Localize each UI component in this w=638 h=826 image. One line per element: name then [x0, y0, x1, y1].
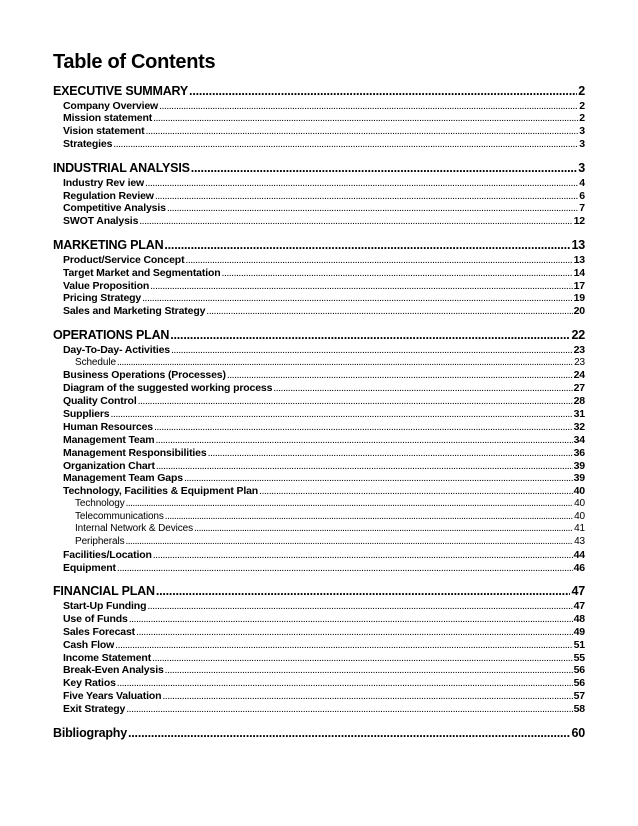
toc-leader-dots [156, 434, 573, 446]
toc-leader-dots [227, 369, 573, 381]
toc-leader-dots [194, 523, 573, 534]
toc-leader-dots [128, 726, 570, 740]
toc-subsection-entry[interactable] [63, 485, 585, 497]
toc-page-number: 27 [573, 382, 585, 395]
toc-leader-dots [138, 395, 573, 407]
toc-leader-dots [126, 498, 573, 509]
toc-page-number: 51 [573, 638, 585, 651]
toc-subsection-entry[interactable] [63, 177, 585, 189]
toc-page-number: 3 [579, 125, 585, 138]
toc-entry-label: Quality Control [63, 395, 137, 407]
toc-subsection-entry[interactable] [63, 690, 585, 702]
toc-page-number: 47 [571, 584, 585, 599]
toc-page-number: 17 [573, 279, 585, 292]
toc-subsubsection-entry[interactable] [75, 523, 585, 534]
toc-entry-label: Facilities/Location [63, 548, 152, 561]
toc-leader-dots [147, 600, 572, 612]
toc-subsection-entry[interactable] [63, 382, 585, 394]
toc-subsection-entry[interactable] [63, 305, 585, 317]
toc-entry-label: Telecommunications [75, 510, 164, 522]
toc-subsection-entry[interactable] [63, 395, 585, 407]
toc-title: Table of Contents [53, 51, 216, 73]
toc-page-number: 49 [573, 625, 585, 638]
toc-page-number: 48 [573, 612, 585, 625]
toc-leader-dots [126, 703, 572, 715]
toc-subsection-entry[interactable] [63, 267, 585, 279]
toc-page-number: 12 [573, 215, 585, 228]
toc-leader-dots [170, 328, 570, 342]
toc-subsection-entry[interactable] [63, 215, 585, 227]
toc-entry-label: Pricing Strategy [63, 292, 142, 305]
toc-leader-dots [139, 215, 572, 227]
toc-page-number: 43 [574, 536, 585, 547]
toc-page-number: 55 [573, 651, 585, 664]
toc-entry-label: INDUSTRIAL ANALYSIS [53, 161, 190, 176]
toc-leader-dots [153, 549, 573, 561]
toc-subsection-entry[interactable] [63, 613, 585, 625]
toc-entry-label: Sales Forecast [63, 625, 136, 638]
toc-entry-label: Management Team [63, 433, 155, 446]
toc-page-number: 7 [579, 202, 585, 215]
toc-leader-dots [171, 344, 573, 356]
toc-entry-label: Value Proposition [63, 279, 150, 292]
toc-page-number: 23 [574, 356, 585, 368]
toc-page-number: 6 [579, 189, 585, 202]
toc-leader-dots [117, 562, 573, 574]
toc-leader-dots [117, 357, 573, 368]
toc-subsection-entry[interactable] [63, 280, 585, 292]
toc-page-number: 19 [573, 292, 585, 305]
toc-entry-label: Organization Chart [63, 459, 155, 472]
toc-leader-dots [142, 292, 572, 304]
toc-page-number: 28 [573, 395, 585, 407]
toc-page-number: 4 [579, 176, 585, 189]
toc-entry-label: Management Responsibilities [63, 446, 207, 459]
toc-leader-dots [159, 100, 578, 112]
toc-entry-label: Equipment [63, 561, 116, 574]
toc-page-number: 2 [578, 84, 585, 98]
toc-leader-dots [184, 472, 573, 484]
toc-entry-label: Bibliography [53, 726, 127, 740]
toc-entry-label: Vision statement [63, 125, 145, 138]
toc-leader-dots [155, 190, 578, 202]
toc-leader-dots [273, 382, 572, 394]
toc-leader-dots [162, 690, 572, 702]
toc-page-number: 24 [573, 369, 585, 382]
toc-leader-dots [156, 584, 571, 598]
toc-subsection-entry[interactable] [63, 703, 585, 715]
toc-entry-label: Strategies [63, 138, 113, 151]
toc-page-number: 39 [573, 459, 585, 472]
toc-page-number: 3 [579, 138, 585, 151]
toc-page-number: 13 [571, 238, 585, 253]
toc-subsection-entry[interactable] [63, 600, 585, 612]
toc-subsection-entry[interactable] [63, 447, 585, 459]
toc-page-number: 60 [571, 726, 585, 740]
toc-subsection-entry[interactable] [63, 254, 585, 266]
toc-entry-label: Company Overview [63, 99, 159, 112]
toc-page-number: 57 [573, 690, 585, 703]
toc-entry-label: Day-To-Day- Activities [63, 343, 170, 356]
toc-leader-dots [259, 485, 573, 497]
toc-page-number: 47 [573, 599, 585, 612]
toc-leader-dots [189, 84, 577, 98]
toc-entry-label: Technology [75, 498, 125, 510]
toc-leader-dots [115, 639, 572, 651]
toc-page-number: 40 [574, 510, 585, 522]
toc-subsection-entry[interactable] [63, 190, 585, 202]
toc-entry-label: Key Ratios [63, 677, 116, 690]
toc-page-number: 2 [579, 99, 585, 112]
toc-page-number: 34 [573, 433, 585, 446]
toc-entry-label: EXECUTIVE SUMMARY [53, 84, 189, 98]
toc-subsection-entry[interactable] [63, 626, 585, 638]
toc-subsection-entry[interactable] [63, 434, 585, 446]
toc-subsection-entry[interactable] [63, 112, 585, 124]
toc-entry-label: FINANCIAL PLAN [53, 584, 155, 599]
toc-leader-dots [156, 460, 573, 472]
toc-page-number: 36 [573, 446, 585, 459]
toc-subsection-entry[interactable] [63, 408, 585, 420]
toc-entry-label: Regulation Review [63, 189, 154, 202]
toc-entry-label: Management Team Gaps [63, 472, 183, 485]
toc-leader-dots [152, 652, 573, 664]
toc-page-number: 39 [573, 472, 585, 485]
toc-subsubsection-entry[interactable] [75, 536, 585, 547]
toc-subsection-entry[interactable] [63, 100, 585, 112]
toc-subsection-entry[interactable] [63, 125, 585, 137]
toc-subsection-entry[interactable] [63, 202, 585, 214]
toc-page-number: 23 [573, 343, 585, 356]
toc-leader-dots [167, 202, 578, 214]
toc-section-entry[interactable] [53, 584, 585, 598]
toc-subsection-entry[interactable] [63, 472, 585, 484]
toc-entry-label: Business Operations (Processes) [63, 369, 226, 382]
toc-subsection-entry[interactable] [63, 369, 585, 381]
toc-leader-dots [222, 267, 573, 279]
toc-leader-dots [125, 536, 573, 547]
toc-page-number: 41 [574, 523, 585, 535]
toc-page-number: 44 [573, 548, 585, 561]
toc-leader-dots [154, 421, 573, 433]
toc-subsection-entry[interactable] [63, 549, 585, 561]
toc-entry-label: OPERATIONS PLAN [53, 328, 170, 343]
toc-leader-dots [150, 280, 572, 292]
toc-entry-label: Five Years Valuation [63, 690, 162, 703]
toc-subsection-entry[interactable] [63, 562, 585, 574]
toc-page-number: 22 [571, 328, 585, 343]
toc-entry-label: Sales and Marketing Strategy [63, 305, 206, 318]
toc-leader-dots [145, 125, 578, 137]
toc-subsection-entry[interactable] [63, 664, 585, 676]
toc-leader-dots [206, 305, 572, 317]
toc-entry-label: Income Statement [63, 651, 152, 664]
toc-entry-label: Industry Rev iew [63, 176, 145, 189]
toc-entry-label: Cash Flow [63, 638, 115, 651]
toc-subsubsection-entry[interactable] [75, 498, 585, 509]
toc-page-number: 56 [573, 664, 585, 677]
toc-entry-label: SWOT Analysis [63, 215, 139, 228]
toc-page-number: 40 [574, 498, 585, 510]
toc-entry-label: Peripherals [75, 536, 125, 547]
toc-subsection-entry[interactable] [63, 292, 585, 304]
toc-subsubsection-entry[interactable] [75, 357, 585, 368]
toc-leader-dots [136, 626, 573, 638]
toc-page-number: 3 [578, 161, 585, 176]
toc-entry-label: Mission statement [63, 112, 153, 125]
toc-entry-label: Technology, Facilities & Equipment Plan [63, 485, 259, 498]
toc-page-number: 46 [573, 561, 585, 574]
toc-entry-label: Target Market and Segmentation [63, 266, 221, 279]
toc-leader-dots [113, 138, 578, 150]
toc-page-number: 40 [573, 485, 585, 498]
toc-subsection-entry[interactable] [63, 460, 585, 472]
toc-leader-dots [191, 161, 578, 175]
toc-entry-label: Exit Strategy [63, 703, 126, 716]
toc-section-entry[interactable] [53, 238, 585, 252]
toc-subsection-entry[interactable] [63, 639, 585, 651]
toc-entry-label: Schedule [75, 356, 116, 368]
toc-section-entry[interactable] [53, 726, 585, 740]
toc-entry-label: MARKETING PLAN [53, 238, 164, 253]
toc-entry-label: Start-Up Funding [63, 599, 147, 612]
toc-page-number: 14 [573, 266, 585, 279]
toc-page-number: 32 [573, 420, 585, 433]
toc-subsection-entry[interactable] [63, 421, 585, 433]
toc-page-number: 13 [573, 253, 585, 266]
toc-section-entry[interactable] [53, 84, 585, 98]
toc-leader-dots [111, 408, 573, 420]
toc-leader-dots [165, 511, 573, 522]
toc-leader-dots [164, 238, 570, 252]
toc-entry-label: Competitive Analysis [63, 202, 166, 215]
toc-entry-label: Human Resources [63, 420, 153, 433]
toc-leader-dots [129, 613, 573, 625]
toc-page-number: 56 [573, 677, 585, 690]
toc-entry-label: Suppliers [63, 407, 110, 420]
toc-subsection-entry[interactable] [63, 138, 585, 150]
toc-leader-dots [185, 254, 572, 266]
toc-page-number: 31 [573, 407, 585, 420]
toc-subsubsection-entry[interactable] [75, 511, 585, 522]
toc-page-number: 58 [573, 703, 585, 716]
toc-leader-dots [153, 112, 578, 124]
toc-subsection-entry[interactable] [63, 677, 585, 689]
toc-entry-label: Use of Funds [63, 612, 128, 625]
toc-subsection-entry[interactable] [63, 344, 585, 356]
toc-page-number: 20 [573, 305, 585, 318]
toc-entry-label: Break-Even Analysis [63, 664, 164, 677]
toc-section-entry[interactable] [53, 161, 585, 175]
toc-section-entry[interactable] [53, 328, 585, 342]
toc-leader-dots [165, 664, 573, 676]
toc-leader-dots [145, 177, 578, 189]
toc-leader-dots [117, 677, 573, 689]
toc-entry-label: Diagram of the suggested working process [63, 382, 273, 395]
toc-entry-label: Internal Network & Devices [75, 523, 194, 535]
toc-leader-dots [208, 447, 573, 459]
toc-page-number: 2 [579, 112, 585, 125]
toc-entry-label: Product/Service Concept [63, 253, 185, 266]
toc-subsection-entry[interactable] [63, 652, 585, 664]
